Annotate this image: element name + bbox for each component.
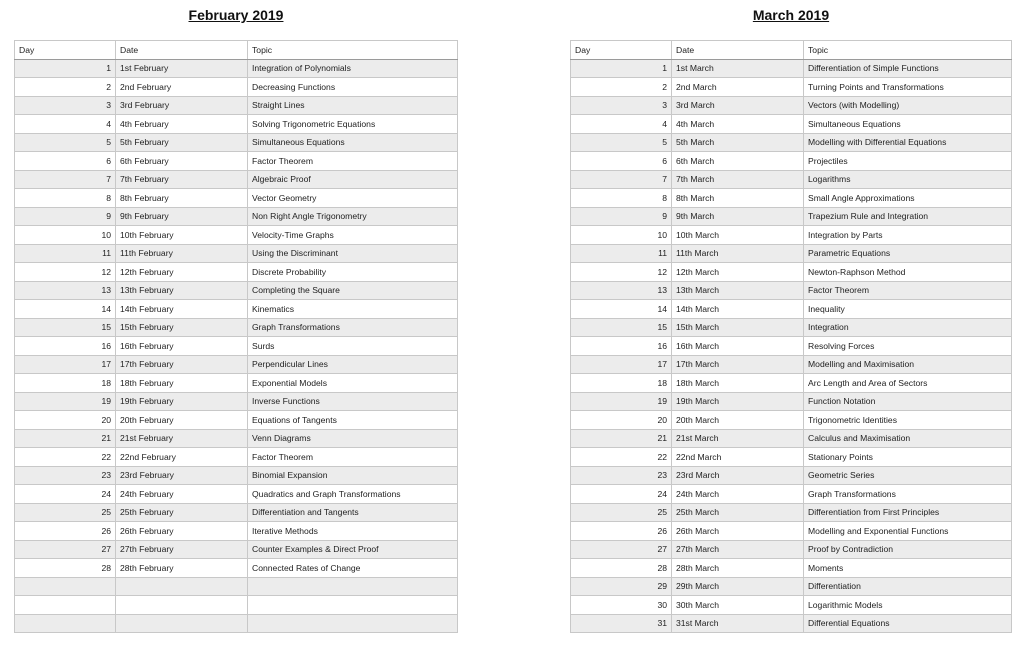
date-cell: 28th February	[116, 559, 248, 578]
topic-cell: Trapezium Rule and Integration	[804, 207, 1012, 226]
date-cell: 29th March	[672, 577, 804, 596]
topic-cell: Simultaneous Equations	[804, 115, 1012, 134]
table-row	[15, 318, 458, 337]
date-cell: 22nd March	[672, 448, 804, 467]
table-row	[571, 244, 1012, 263]
date-cell	[116, 577, 248, 596]
date-cell: 27th March	[672, 540, 804, 559]
day-cell: 4	[15, 115, 116, 134]
day-cell: 3	[571, 96, 672, 115]
table-row	[15, 374, 458, 393]
date-cell: 2nd February	[116, 78, 248, 97]
day-cell: 16	[15, 337, 116, 356]
topic-cell: Factor Theorem	[248, 152, 458, 171]
date-cell: 4th February	[116, 115, 248, 134]
day-cell: 28	[15, 559, 116, 578]
date-cell: 3rd February	[116, 96, 248, 115]
topic-cell: Differentiation and Tangents	[248, 503, 458, 522]
date-cell: 5th March	[672, 133, 804, 152]
header-topic: Topic	[248, 41, 458, 60]
date-cell: 16th March	[672, 337, 804, 356]
table-row	[571, 318, 1012, 337]
table-row	[15, 522, 458, 541]
day-cell: 19	[15, 392, 116, 411]
topic-cell: Integration of Polynomials	[248, 59, 458, 78]
table-row	[15, 115, 458, 134]
topic-cell: Binomial Expansion	[248, 466, 458, 485]
date-cell: 18th March	[672, 374, 804, 393]
day-cell: 7	[571, 170, 672, 189]
topic-cell: Newton-Raphson Method	[804, 263, 1012, 282]
day-cell: 14	[571, 300, 672, 319]
topic-cell: Differentiation of Simple Functions	[804, 59, 1012, 78]
day-cell: 18	[571, 374, 672, 393]
date-cell: 27th February	[116, 540, 248, 559]
topic-cell: Differentiation	[804, 577, 1012, 596]
topic-cell: Simultaneous Equations	[248, 133, 458, 152]
date-cell: 24th February	[116, 485, 248, 504]
date-cell: 8th March	[672, 189, 804, 208]
day-cell: 17	[571, 355, 672, 374]
header-date: Date	[116, 41, 248, 60]
topic-cell: Decreasing Functions	[248, 78, 458, 97]
topic-cell: Integration	[804, 318, 1012, 337]
date-cell: 3rd March	[672, 96, 804, 115]
table-row	[571, 503, 1012, 522]
topic-cell: Arc Length and Area of Sectors	[804, 374, 1012, 393]
day-cell: 30	[571, 596, 672, 615]
topic-cell: Turning Points and Transformations	[804, 78, 1012, 97]
date-cell: 15th February	[116, 318, 248, 337]
topic-cell: Perpendicular Lines	[248, 355, 458, 374]
table-row	[15, 226, 458, 245]
table-row	[15, 614, 458, 633]
table-row	[571, 263, 1012, 282]
topic-cell: Velocity-Time Graphs	[248, 226, 458, 245]
topic-cell: Factor Theorem	[248, 448, 458, 467]
table-row	[15, 96, 458, 115]
date-cell: 20th March	[672, 411, 804, 430]
day-cell: 6	[571, 152, 672, 171]
date-cell: 23rd February	[116, 466, 248, 485]
table-row	[571, 559, 1012, 578]
day-cell: 29	[571, 577, 672, 596]
table-row	[571, 78, 1012, 97]
day-cell: 2	[571, 78, 672, 97]
topic-cell: Stationary Points	[804, 448, 1012, 467]
table-row	[15, 337, 458, 356]
topic-cell: Inverse Functions	[248, 392, 458, 411]
date-cell: 2nd March	[672, 78, 804, 97]
day-cell: 9	[15, 207, 116, 226]
day-cell: 12	[571, 263, 672, 282]
header-topic: Topic	[804, 41, 1012, 60]
date-cell: 13th March	[672, 281, 804, 300]
table-row	[571, 337, 1012, 356]
topic-cell	[248, 596, 458, 615]
day-cell: 26	[15, 522, 116, 541]
day-cell: 23	[571, 466, 672, 485]
table-row	[15, 559, 458, 578]
march-header-row	[571, 41, 1012, 60]
table-row	[15, 170, 458, 189]
day-cell: 24	[571, 485, 672, 504]
march-rows	[571, 59, 1012, 633]
topic-cell: Graph Transformations	[804, 485, 1012, 504]
day-cell: 15	[15, 318, 116, 337]
date-cell: 4th March	[672, 115, 804, 134]
topic-cell: Venn Diagrams	[248, 429, 458, 448]
date-cell: 8th February	[116, 189, 248, 208]
table-row	[571, 374, 1012, 393]
table-row	[571, 189, 1012, 208]
date-cell	[116, 614, 248, 633]
table-row	[15, 448, 458, 467]
topic-cell: Geometric Series	[804, 466, 1012, 485]
table-row	[15, 355, 458, 374]
table-row	[571, 429, 1012, 448]
day-cell: 5	[571, 133, 672, 152]
topic-cell: Graph Transformations	[248, 318, 458, 337]
topic-cell: Solving Trigonometric Equations	[248, 115, 458, 134]
date-cell: 10th March	[672, 226, 804, 245]
topic-cell: Equations of Tangents	[248, 411, 458, 430]
date-cell: 9th February	[116, 207, 248, 226]
header-day: Day	[15, 41, 116, 60]
date-cell: 22nd February	[116, 448, 248, 467]
day-cell: 14	[15, 300, 116, 319]
date-cell: 15th March	[672, 318, 804, 337]
table-row	[571, 614, 1012, 633]
day-cell: 15	[571, 318, 672, 337]
date-cell: 30th March	[672, 596, 804, 615]
topic-cell: Resolving Forces	[804, 337, 1012, 356]
topic-cell: Modelling and Exponential Functions	[804, 522, 1012, 541]
day-cell: 16	[571, 337, 672, 356]
table-row	[15, 466, 458, 485]
table-row	[571, 170, 1012, 189]
topic-cell: Counter Examples & Direct Proof	[248, 540, 458, 559]
table-row	[571, 207, 1012, 226]
header-date: Date	[672, 41, 804, 60]
topic-cell: Small Angle Approximations	[804, 189, 1012, 208]
day-cell: 19	[571, 392, 672, 411]
day-cell: 6	[15, 152, 116, 171]
february-panel	[14, 0, 458, 633]
day-cell: 13	[571, 281, 672, 300]
table-row	[571, 485, 1012, 504]
table-row	[571, 392, 1012, 411]
topic-cell: Iterative Methods	[248, 522, 458, 541]
day-cell: 18	[15, 374, 116, 393]
table-row	[15, 207, 458, 226]
table-row	[15, 152, 458, 171]
date-cell: 14th February	[116, 300, 248, 319]
day-cell: 20	[571, 411, 672, 430]
topic-cell: Completing the Square	[248, 281, 458, 300]
date-cell: 20th February	[116, 411, 248, 430]
topic-cell: Vectors (with Modelling)	[804, 96, 1012, 115]
table-row	[571, 522, 1012, 541]
table-row	[571, 96, 1012, 115]
table-row	[15, 429, 458, 448]
date-cell: 19th March	[672, 392, 804, 411]
table-row	[15, 596, 458, 615]
topic-cell: Differential Equations	[804, 614, 1012, 633]
day-cell: 31	[571, 614, 672, 633]
topic-cell: Function Notation	[804, 392, 1012, 411]
date-cell: 6th March	[672, 152, 804, 171]
table-row	[15, 540, 458, 559]
table-row	[571, 577, 1012, 596]
day-cell: 28	[571, 559, 672, 578]
date-cell: 13th February	[116, 281, 248, 300]
date-cell: 18th February	[116, 374, 248, 393]
day-cell: 22	[571, 448, 672, 467]
topic-cell: Trigonometric Identities	[804, 411, 1012, 430]
header-day: Day	[571, 41, 672, 60]
topic-cell	[248, 614, 458, 633]
table-row	[15, 263, 458, 282]
topic-cell: Algebraic Proof	[248, 170, 458, 189]
topic-cell: Kinematics	[248, 300, 458, 319]
day-cell	[15, 596, 116, 615]
february-table	[14, 40, 458, 633]
topic-cell: Moments	[804, 559, 1012, 578]
date-cell: 21st March	[672, 429, 804, 448]
table-row	[571, 466, 1012, 485]
date-cell: 17th March	[672, 355, 804, 374]
day-cell: 10	[15, 226, 116, 245]
table-row	[571, 281, 1012, 300]
table-row	[15, 244, 458, 263]
table-row	[571, 355, 1012, 374]
table-row	[571, 448, 1012, 467]
table-row	[15, 78, 458, 97]
topic-cell: Logarithmic Models	[804, 596, 1012, 615]
february-title: February 2019	[188, 7, 284, 23]
date-cell: 21st February	[116, 429, 248, 448]
date-cell: 10th February	[116, 226, 248, 245]
date-cell: 12th February	[116, 263, 248, 282]
date-cell: 17th February	[116, 355, 248, 374]
day-cell	[15, 614, 116, 633]
table-row	[571, 152, 1012, 171]
topic-cell: Integration by Parts	[804, 226, 1012, 245]
day-cell: 22	[15, 448, 116, 467]
date-cell: 12th March	[672, 263, 804, 282]
table-row	[15, 485, 458, 504]
day-cell: 27	[15, 540, 116, 559]
table-row	[571, 540, 1012, 559]
topic-cell: Exponential Models	[248, 374, 458, 393]
table-row	[571, 133, 1012, 152]
day-cell: 23	[15, 466, 116, 485]
date-cell: 6th February	[116, 152, 248, 171]
table-row	[15, 281, 458, 300]
topic-cell: Connected Rates of Change	[248, 559, 458, 578]
day-cell: 11	[571, 244, 672, 263]
date-cell: 11th March	[672, 244, 804, 263]
topic-cell: Using the Discriminant	[248, 244, 458, 263]
march-table	[570, 40, 1012, 633]
topic-cell: Quadratics and Graph Transformations	[248, 485, 458, 504]
date-cell: 26th February	[116, 522, 248, 541]
day-cell: 12	[15, 263, 116, 282]
topic-cell: Surds	[248, 337, 458, 356]
date-cell: 23rd March	[672, 466, 804, 485]
topic-cell: Logarithms	[804, 170, 1012, 189]
topic-cell: Non Right Angle Trigonometry	[248, 207, 458, 226]
date-cell: 31st March	[672, 614, 804, 633]
day-cell: 24	[15, 485, 116, 504]
table-row	[15, 189, 458, 208]
day-cell: 25	[15, 503, 116, 522]
date-cell: 28th March	[672, 559, 804, 578]
date-cell	[116, 596, 248, 615]
table-row	[15, 577, 458, 596]
day-cell: 8	[571, 189, 672, 208]
day-cell: 26	[571, 522, 672, 541]
day-cell: 4	[571, 115, 672, 134]
table-row	[15, 392, 458, 411]
day-cell: 11	[15, 244, 116, 263]
topic-cell: Factor Theorem	[804, 281, 1012, 300]
topic-cell: Modelling and Maximisation	[804, 355, 1012, 374]
day-cell: 17	[15, 355, 116, 374]
date-cell: 24th March	[672, 485, 804, 504]
date-cell: 25th March	[672, 503, 804, 522]
february-header-row	[15, 41, 458, 60]
day-cell: 5	[15, 133, 116, 152]
table-row	[15, 411, 458, 430]
topic-cell: Modelling with Differential Equations	[804, 133, 1012, 152]
table-row	[571, 115, 1012, 134]
date-cell: 19th February	[116, 392, 248, 411]
day-cell: 3	[15, 96, 116, 115]
table-row	[15, 133, 458, 152]
topic-cell: Inequality	[804, 300, 1012, 319]
topic-cell: Calculus and Maximisation	[804, 429, 1012, 448]
day-cell: 25	[571, 503, 672, 522]
day-cell: 2	[15, 78, 116, 97]
date-cell: 11th February	[116, 244, 248, 263]
date-cell: 5th February	[116, 133, 248, 152]
day-cell: 8	[15, 189, 116, 208]
table-row	[15, 300, 458, 319]
date-cell: 25th February	[116, 503, 248, 522]
topic-cell: Discrete Probability	[248, 263, 458, 282]
date-cell: 7th February	[116, 170, 248, 189]
february-rows	[15, 59, 458, 633]
day-cell	[15, 577, 116, 596]
march-title: March 2019	[752, 7, 830, 23]
date-cell: 9th March	[672, 207, 804, 226]
topic-cell: Vector Geometry	[248, 189, 458, 208]
table-row	[15, 503, 458, 522]
day-cell: 9	[571, 207, 672, 226]
date-cell: 14th March	[672, 300, 804, 319]
topic-cell: Parametric Equations	[804, 244, 1012, 263]
topic-cell: Proof by Contradiction	[804, 540, 1012, 559]
day-cell: 20	[15, 411, 116, 430]
topic-cell: Projectiles	[804, 152, 1012, 171]
day-cell: 21	[15, 429, 116, 448]
march-panel	[570, 0, 1012, 633]
table-row	[571, 59, 1012, 78]
day-cell: 27	[571, 540, 672, 559]
topic-cell	[248, 577, 458, 596]
table-row	[571, 596, 1012, 615]
topic-cell: Straight Lines	[248, 96, 458, 115]
table-row	[571, 226, 1012, 245]
day-cell: 1	[571, 59, 672, 78]
day-cell: 21	[571, 429, 672, 448]
table-row	[15, 59, 458, 78]
date-cell: 1st February	[116, 59, 248, 78]
date-cell: 7th March	[672, 170, 804, 189]
day-cell: 13	[15, 281, 116, 300]
day-cell: 10	[571, 226, 672, 245]
date-cell: 1st March	[672, 59, 804, 78]
day-cell: 7	[15, 170, 116, 189]
table-row	[571, 411, 1012, 430]
date-cell: 26th March	[672, 522, 804, 541]
day-cell: 1	[15, 59, 116, 78]
table-row	[571, 300, 1012, 319]
date-cell: 16th February	[116, 337, 248, 356]
topic-cell: Differentiation from First Principles	[804, 503, 1012, 522]
